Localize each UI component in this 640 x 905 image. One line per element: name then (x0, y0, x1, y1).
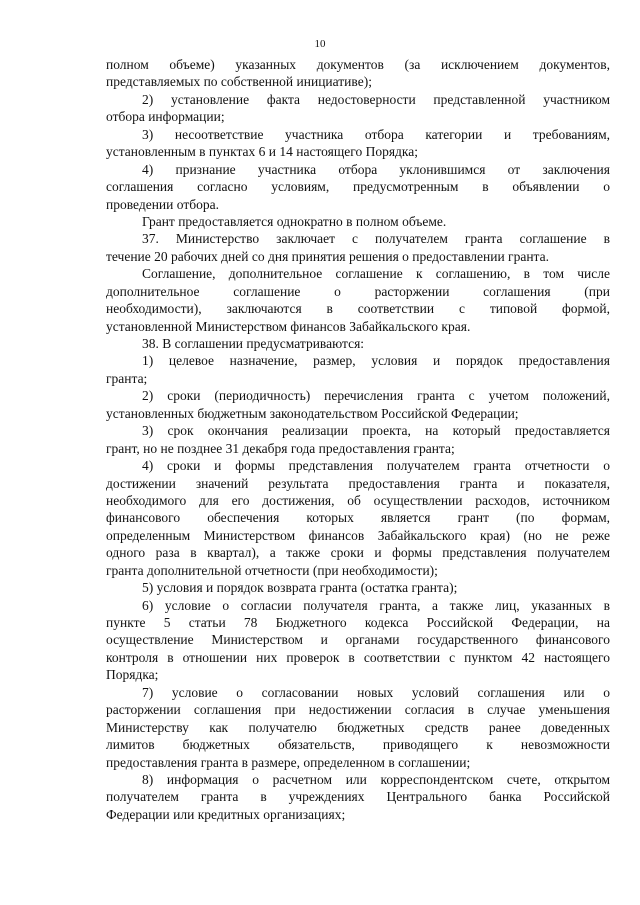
text-line: 4) сроки и формы представления получателем гранта отчетности о (142, 458, 610, 474)
text-line: 4) признание участника отбора уклонившимся от заключения (142, 161, 610, 177)
text-line: 6) условие о согласии получателя гранта, а также лиц, указанных в (142, 597, 610, 613)
text-line: грант, но не позднее 31 декабря года предоставления гранта; (106, 440, 455, 456)
text-line: 37. Министерство заключает с получателем гранта соглашение в (142, 231, 610, 247)
text-line: Грант предоставляется однократно в полном объеме. (142, 213, 447, 229)
page-number: 10 (314, 38, 326, 50)
text-line: установленных бюджетным законодательством Российской Федерации; (106, 405, 519, 421)
text-line: соглашения согласно условиям, предусмотренным в объявлении о (106, 179, 610, 195)
text-line: достижении значений результата предоставления гранта и показателя, (106, 475, 610, 491)
text-line: проведении отбора. (106, 196, 219, 212)
text-line: 1) целевое назначение, размер, условия и порядок предоставления (142, 353, 610, 369)
text-line: 7) условие о согласовании новых условий соглашения или о (142, 684, 610, 700)
text-line: определенным Министерством финансов Забайкальского края) (но не реже (106, 527, 610, 543)
text-line: 38. В соглашении предусматриваются: (142, 336, 365, 351)
text-line: отбора информации; (106, 109, 225, 125)
text-line: 8) информация о расчетном или корреспондентском счете, открытом (142, 771, 610, 787)
text-line: 2) установление факта недостоверности представленной участником (142, 91, 610, 107)
text-line: необходимости), заключаются в соответствии с типовой формой, (106, 301, 610, 317)
text-line: контроля в отношении них проверок в соответствии с пунктом 42 настоящего (106, 649, 610, 665)
text-line: финансового обеспечения которых является грант (по формам, (106, 510, 610, 526)
text-line: течение 20 рабочих дней со дня принятия решения о предоставлении гранта. (106, 248, 549, 264)
text-line: гранта; (106, 370, 148, 386)
text-line: установленной Министерством финансов Забайкальского края. (106, 318, 471, 334)
text-line: получателем гранта в учреждениях Центрального банка Российской (106, 789, 610, 805)
text-line: представляемых по собственной инициативе); (106, 74, 372, 90)
text-line: Соглашение, дополнительное соглашение к соглашению, в том числе (142, 266, 610, 282)
text-line: 2) сроки (периодичность) перечисления гранта с учетом положений, (142, 388, 610, 404)
text-line: лимитов бюджетных обязательств, приводящего к невозможности (106, 737, 610, 753)
text-line: Федерации или кредитных организациях; (106, 806, 346, 822)
text-line: дополнительное соглашение о расторжении соглашения (при (106, 283, 610, 299)
text-line: пункте 5 статьи 78 Бюджетного кодекса Российской Федерации, на (106, 615, 610, 630)
text-line: полном объеме) указанных документов (за исключением документов, (106, 57, 610, 72)
text-line: гранта дополнительной отчетности (при необходимости); (106, 562, 438, 578)
text-line: Порядка; (106, 667, 159, 683)
text-line: 3) срок окончания реализации проекта, на который предоставляется (142, 423, 610, 439)
text-line: одного раза в квартал), а также сроки и формы представления получателем (106, 545, 610, 561)
text-line: 5) условия и порядок возврата гранта (остатка гранта); (142, 580, 458, 596)
text-line: Министерству как получателю бюджетных средств ранее доведенных (106, 719, 610, 735)
text-line: предоставления гранта в размере, определенном в соглашении; (106, 754, 471, 770)
text-line: осуществление Министерством и органами государственного финансового (106, 632, 610, 648)
text-line: 3) несоответствие участника отбора категории и требованиям, (142, 126, 610, 142)
document-body (106, 56, 610, 823)
text-line: необходимого для его достижения, об осуществлении расходов, источником (106, 492, 610, 508)
text-line: установленным в пунктах 6 и 14 настоящего Порядка; (106, 144, 419, 160)
text-line: расторжении соглашения при недостижении согласия в случае уменьшения (106, 702, 610, 718)
